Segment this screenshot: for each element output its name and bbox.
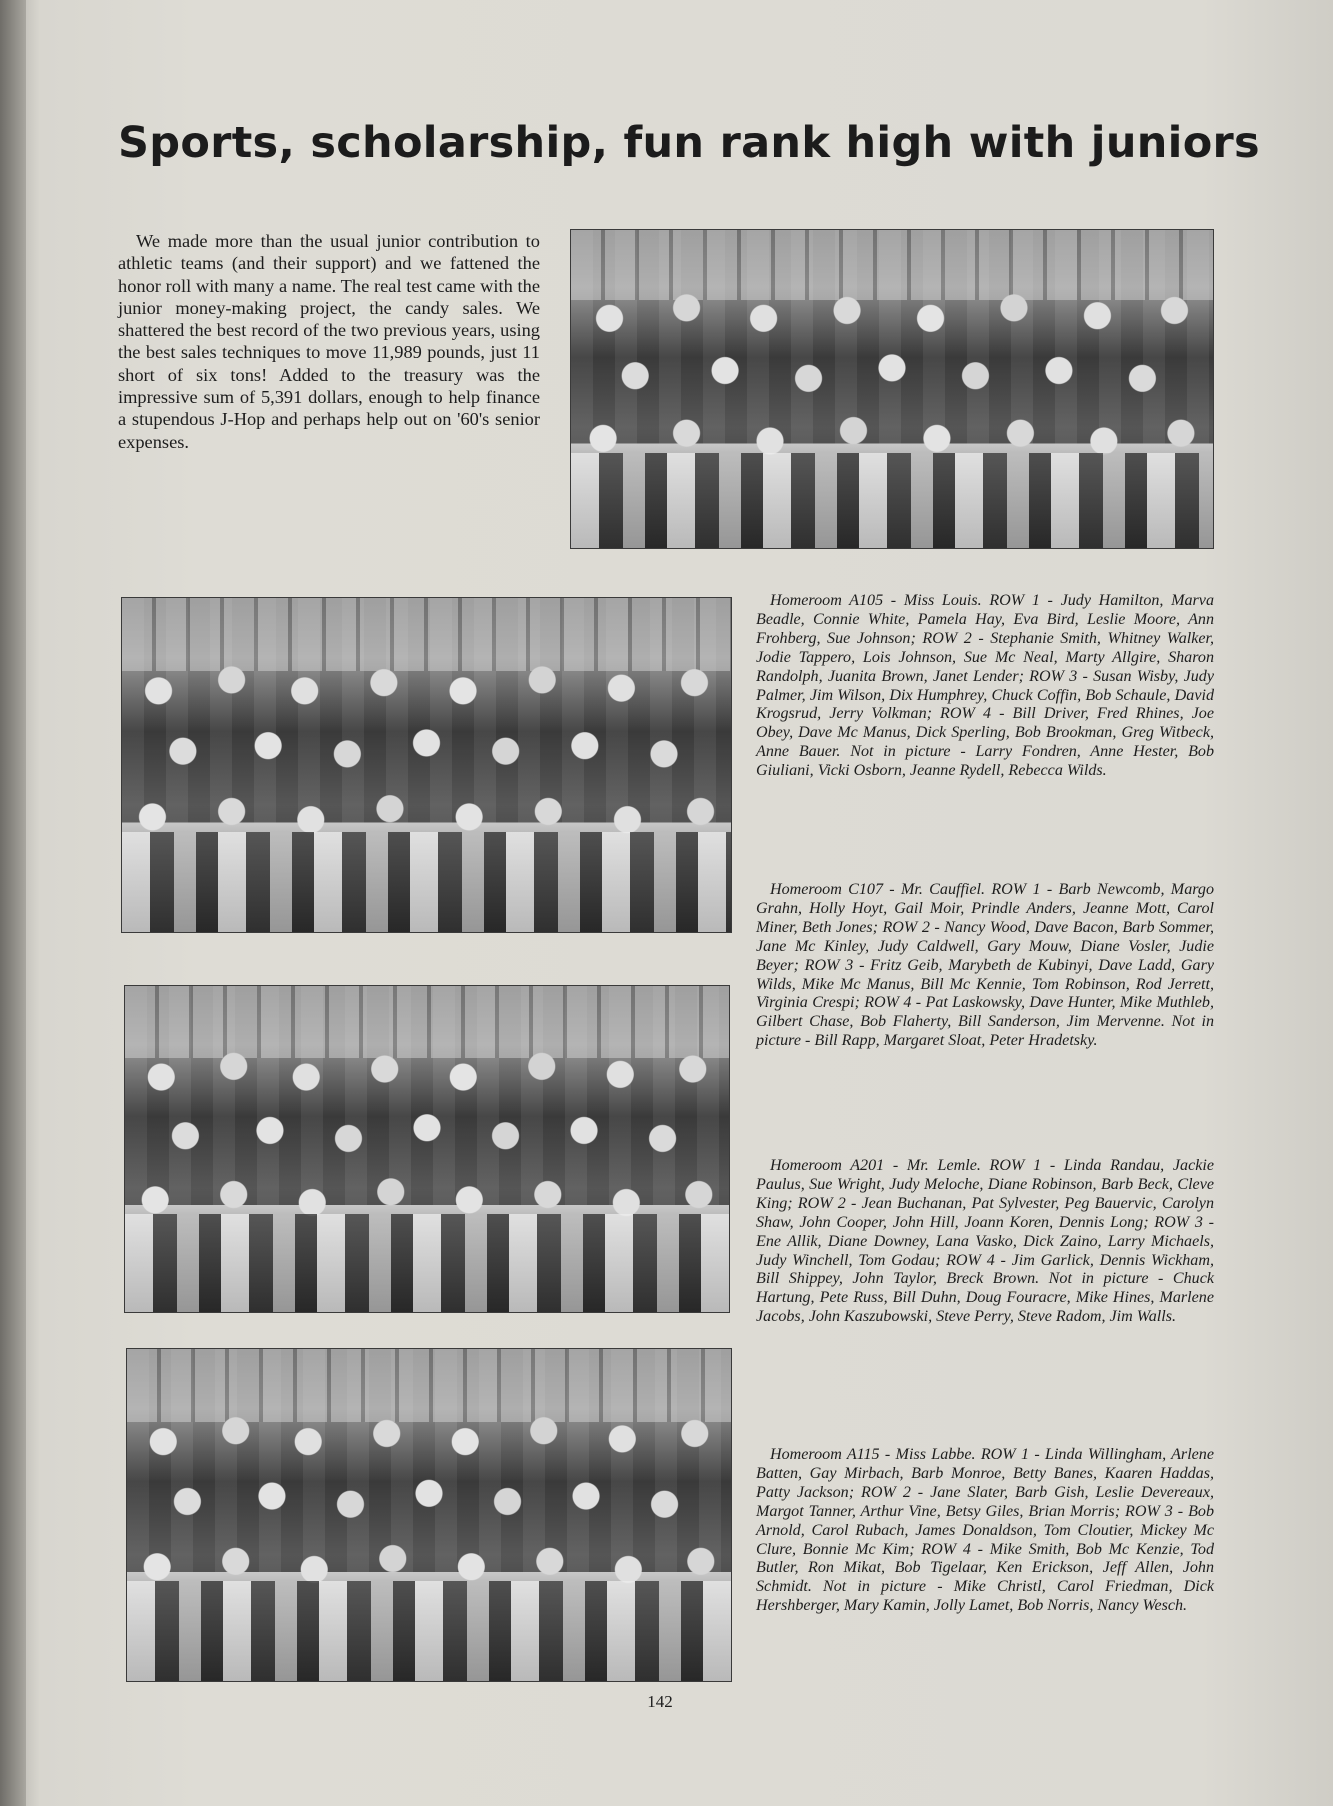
page-title: Sports, scholarship, fun rank high with juniors (118, 118, 1260, 168)
caption-homeroom-c107: Homeroom C107 - Mr. Cauffiel. ROW 1 - Barb Newcomb, Margo Grahn, Holly Hoyt, Gail Moir, Prindle Anders, Jeanne Mott, Carol Miner, Beth Jones; ROW 2 - Nancy Wood, Dave Bacon, Barb Sommer, Jane Mc Kinley, Judy Caldwell, Gary Mouw, Diane Vosler, Judie Beyer; ROW 3 - Fritz Geib, Marybeth de Kubinyi, Dave Ladd, Gary Wilds, Mike Mc Manus, Bill Mc Kennie, Tom Robinson, Rod Jerrett, Virginia Crespi; ROW 4 - Pat Laskowsky, Dave Hunter, Mike Muthleb, Gilbert Chase, Bob Flaherty, Bill Sanderson, Jim Mervenne. Not in picture - Bill Rapp, Margaret Sloat, Peter Hradetsky. (756, 881, 1214, 1050)
homeroom-a201-photo (126, 1348, 732, 1682)
caption-homeroom-a201: Homeroom A201 - Mr. Lemle. ROW 1 - Linda Randau, Jackie Paulus, Sue Wright, Judy Meloche, Diane Robinson, Barb Beck, Cleve King; ROW 2 - Jean Buchanan, Pat Sylvester, Peg Bauervic, Carolyn Shaw, John Cooper, John Hill, Joann Koren, Dennis Long; ROW 3 - Ene Allik, Diane Downey, Lana Vasko, Dick Zaino, Larry Michaels, Judy Winchell, Tom Godau; ROW 4 - Jim Garlick, Dennis Wickham, Bill Shippey, John Taylor, Breck Brown. Not in picture - Chuck Hartung, Pete Russ, Bill Duhn, Doug Fouracre, Mike Hines, Marlene Jacobs, John Kaszubowski, Steve Perry, Steve Radom, Jim Walls. (756, 1157, 1214, 1326)
caption-homeroom-a115: Homeroom A115 - Miss Labbe. ROW 1 - Linda Willingham, Arlene Batten, Gay Mirbach, Barb Monroe, Betty Banes, Kaaren Haddas, Patty Jackson; ROW 2 - Jane Slater, Barb Gish, Leslie Devereaux, Margot Tanner, Arthur Vine, Betsy Giles, Brian Morris; ROW 3 - Bob Arnold, Carol Rubach, James Donaldson, Tom Cloutier, Mickey Mc Clure, Bonnie Mc Kim; ROW 4 - Mike Smith, Bob Mc Kenzie, Tod Butler, Ron Mikat, Bob Tigelaar, Ken Erickson, Jeff Allen, John Schmidt. Not in picture - Mike Christl, Carol Friedman, Dick Hershberger, Mary Kamin, Jolly Lamet, Bob Norris, Nancy Wesch. (756, 1446, 1214, 1615)
class-group-photo (570, 229, 1214, 549)
caption-homeroom-a105: Homeroom A105 - Miss Louis. ROW 1 - Judy Hamilton, Marva Beadle, Connie White, Pamela Hay, Eva Bird, Leslie Moore, Ann Frohberg, Sue Johnson; ROW 2 - Stephanie Smith, Whitney Walker, Jodie Tappero, Lois Johnson, Sue Mc Neal, Marty Allgire, Sharon Randolph, Juanita Brown, Janet Lender; ROW 3 - Susan Wisby, Judy Palmer, Jim Wilson, Dix Humphrey, Chuck Coffin, Bob Schaule, David Krogsrud, Jerry Volkman; ROW 4 - Bill Driver, Fred Rhines, Joe Obey, Dave Mc Manus, Dick Sperling, Bob Brookman, Greg Witbeck, Anne Bauer. Not in picture - Larry Fondren, Anne Hester, Bob Giuliani, Vicki Osborn, Jeanne Rydell, Rebecca Wilds. (756, 592, 1214, 780)
homeroom-a105-photo (121, 597, 732, 933)
intro-paragraph: We made more than the usual junior contribution to athletic teams (and their support) and we fattened the honor roll with many a name. The real test came with the junior money-making project, the candy sales. We shattered the best record of the two previous years, using the best sales techniques to move 11,989 pounds, just 11 short of six tons! Added to the treasury was the impressive sum of 5,391 dollars, enough to help finance a stupendous J-Hop and perhaps help out on '60's senior expenses. (118, 231, 540, 452)
homeroom-c107-photo (124, 985, 730, 1313)
page-spine-shadow (0, 0, 26, 1806)
page-number: 142 (647, 1692, 673, 1711)
